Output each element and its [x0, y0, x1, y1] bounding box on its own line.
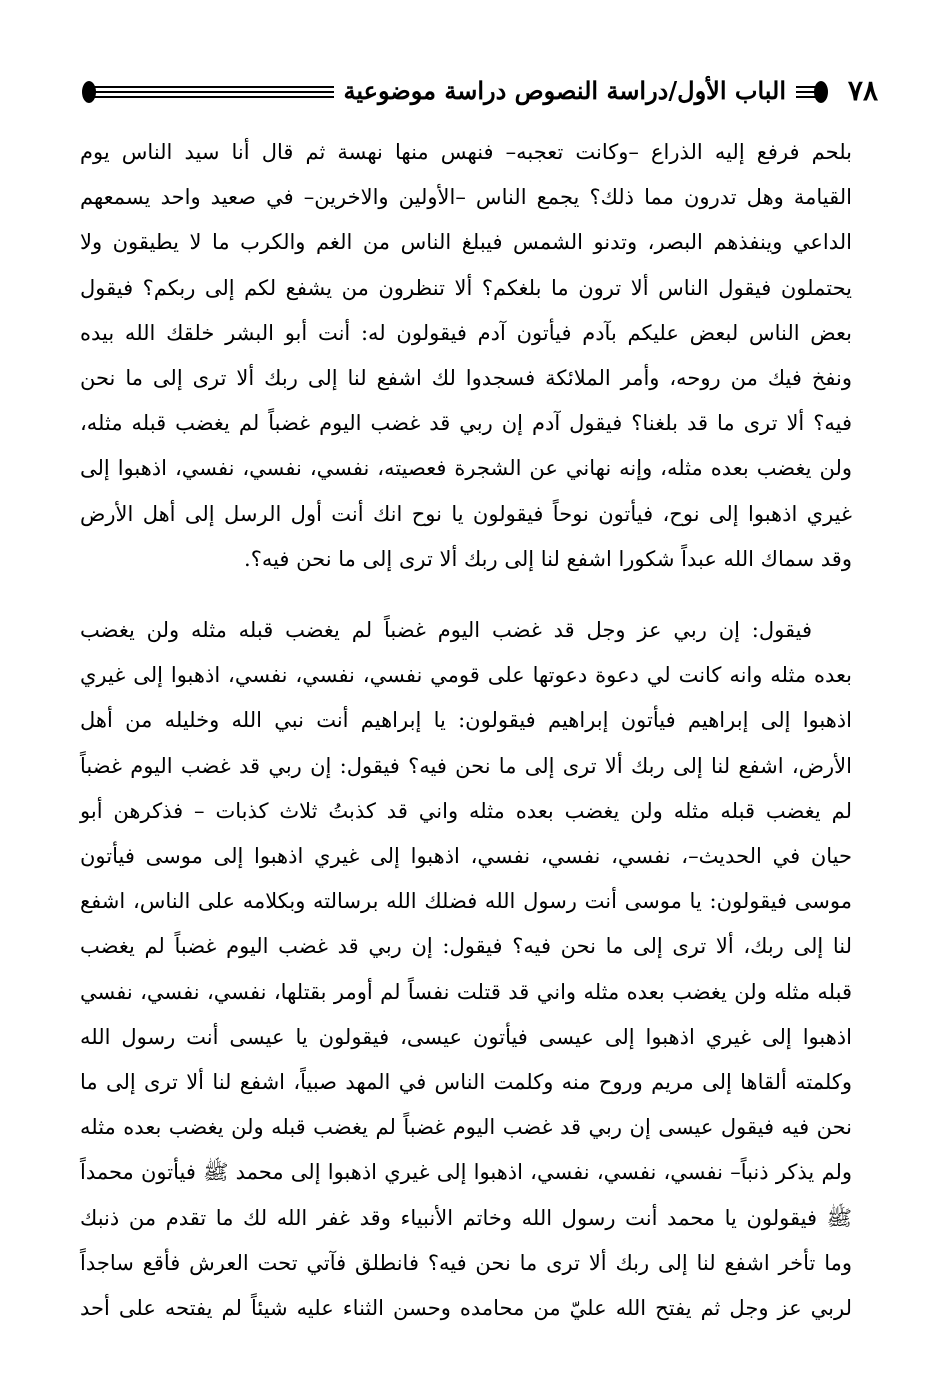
- page-number: ٧٨: [847, 74, 878, 107]
- text-line: اذهبوا إلى إبراهيم فيأتون إبراهيم فيقولون: يا إبراهيم أنت نبي الله وخليله من أهل: [80, 708, 852, 733]
- text-line: وكلمته ألقاها إلى مريم وروح منه وكلمت الناس في المهد صبياً، اشفع لنا ألا ترى إلى ما: [80, 1070, 852, 1095]
- text-line: الأرض، اشفع لنا إلى ربك ألا ترى إلى ما نحن فيه؟ فيقول: إن ربي قد غضب اليوم غضباً: [80, 753, 852, 778]
- text-line: غيري اذهبوا إلى نوح، فيأتون نوحاً فيقولون يا نوح انك أنت أول الرسل إلى أهل الأرض: [80, 501, 852, 526]
- text-line: بعده مثله وانه كانت لي دعوة دعوتها على قومي نفسي، نفسي، نفسي، اذهبوا إلى غيري: [80, 663, 852, 688]
- text-line: يحتملون فيقول الناس ألا ترون ما بلغكم؟ ألا تنظرون من يشفع لكم إلى ربكم؟ فيقول: [80, 275, 852, 300]
- text-line: لربي عز وجل ثم يفتح الله عليّ من محامده وحسن الثناء عليه شيئاً لم يفتحه على أحد: [80, 1296, 852, 1321]
- rule-end-ornament-right: [814, 81, 828, 103]
- paragraph-spacer: [80, 582, 852, 608]
- text-line: موسى فيقولون: يا موسى أنت رسول الله فضلك الله برسالته وبكلامه على الناس، اشفع: [80, 889, 852, 914]
- text-line: فيقول: إن ربي عز وجل قد غضب اليوم غضباً لم يغضب قبله مثله ولن يغضب: [80, 618, 812, 643]
- text-line: قبله مثله ولن يغضب بعده مثله واني قد قتلت نفساً لم أومر بقتلها، نفسي، نفسي، نفسي: [80, 979, 852, 1004]
- text-line: وما تأخر اشفع لنا إلى ربك ألا ترى ما نحن فيه؟ فانطلق فآتي تحت العرش فأقع ساجداً: [80, 1250, 852, 1275]
- text-line: اذهبوا إلى غيري اذهبوا إلى عيسى فيأتون عيسى، فيقولون يا عيسى أنت رسول الله: [80, 1024, 852, 1049]
- text-line: لم يغضب قبله مثله ولن يغضب بعده مثله واني قد كذبتُ ثلاث كذبات – فذكرهن أبو: [80, 798, 852, 823]
- text-line: بلحم فرفع إليه الذراع –وكانت تعجبه– فنهس منها نهسة ثم قال أنا سيد الناس يوم: [80, 140, 852, 164]
- text-line: بعض الناس لبعض عليكم بآدم فيأتون آدم فيقولون له: أنت أبو البشر خلقك الله بيده: [80, 320, 852, 345]
- text-line: وقد سماك الله عبداً شكورا اشفع لنا إلى ربك ألا ترى إلى ما نحن فيه؟.: [244, 546, 852, 571]
- text-line: الداعي وينفذهم البصر، وتدنو الشمس فيبلغ الناس من الغم والكرب ما لا يطيقون ولا: [80, 230, 852, 255]
- text-line: ولن يغضب بعده مثله، وإنه نهاني عن الشجرة فعصيته، نفسي، نفسي، نفسي، اذهبوا إلى: [80, 456, 852, 481]
- text-line: حيان في الحديث–، نفسي، نفسي، نفسي، اذهبوا إلى غيري اذهبوا إلى موسى فيأتون: [80, 844, 852, 869]
- text-line: ﷺ فيقولون يا محمد أنت رسول الله وخاتم الأنبياء وقد غفر الله لك ما تقدم من ذنبك: [80, 1205, 852, 1230]
- text-line: ونفخ فيك من روحه، وأمر الملائكة فسجدوا لك اشفع لنا إلى ربك ألا ترى إلى ما نحن: [80, 366, 852, 391]
- text-line: القيامة وهل تدرون مما ذلك؟ يجمع الناس –الأولين والاخرين– في صعيد واحد يسمعهم: [80, 185, 852, 210]
- text-line: لنا إلى ربك، ألا ترى إلى ما نحن فيه؟ فيقول: إن ربي قد غضب اليوم غضباً لم يغضب: [80, 934, 852, 959]
- paragraph-2: [80, 608, 852, 1331]
- rule-end-ornament-left: [82, 81, 96, 103]
- paragraph-1: [80, 130, 852, 582]
- running-title: الباب الأول/دراسة النصوص دراسة موضوعية: [334, 74, 796, 108]
- page-header: [70, 68, 878, 114]
- text-line: فيه؟ ألا ترى ما قد بلغنا؟ فيقول آدم إن ربي قد غضب اليوم غضباً لم يغضب قبله مثله،: [80, 411, 852, 436]
- body-text: [80, 130, 852, 1331]
- text-line: ولم يذكر ذنباً– نفسي، نفسي، نفسي، اذهبوا إلى غيري اذهبوا إلى محمد ﷺ فيأتون محمداً: [80, 1160, 852, 1185]
- text-line: نحن فيه فيقول عيسى إن ربي قد غضب اليوم غضباً لم يغضب قبله ولن يغضب بعده مثله: [80, 1115, 852, 1140]
